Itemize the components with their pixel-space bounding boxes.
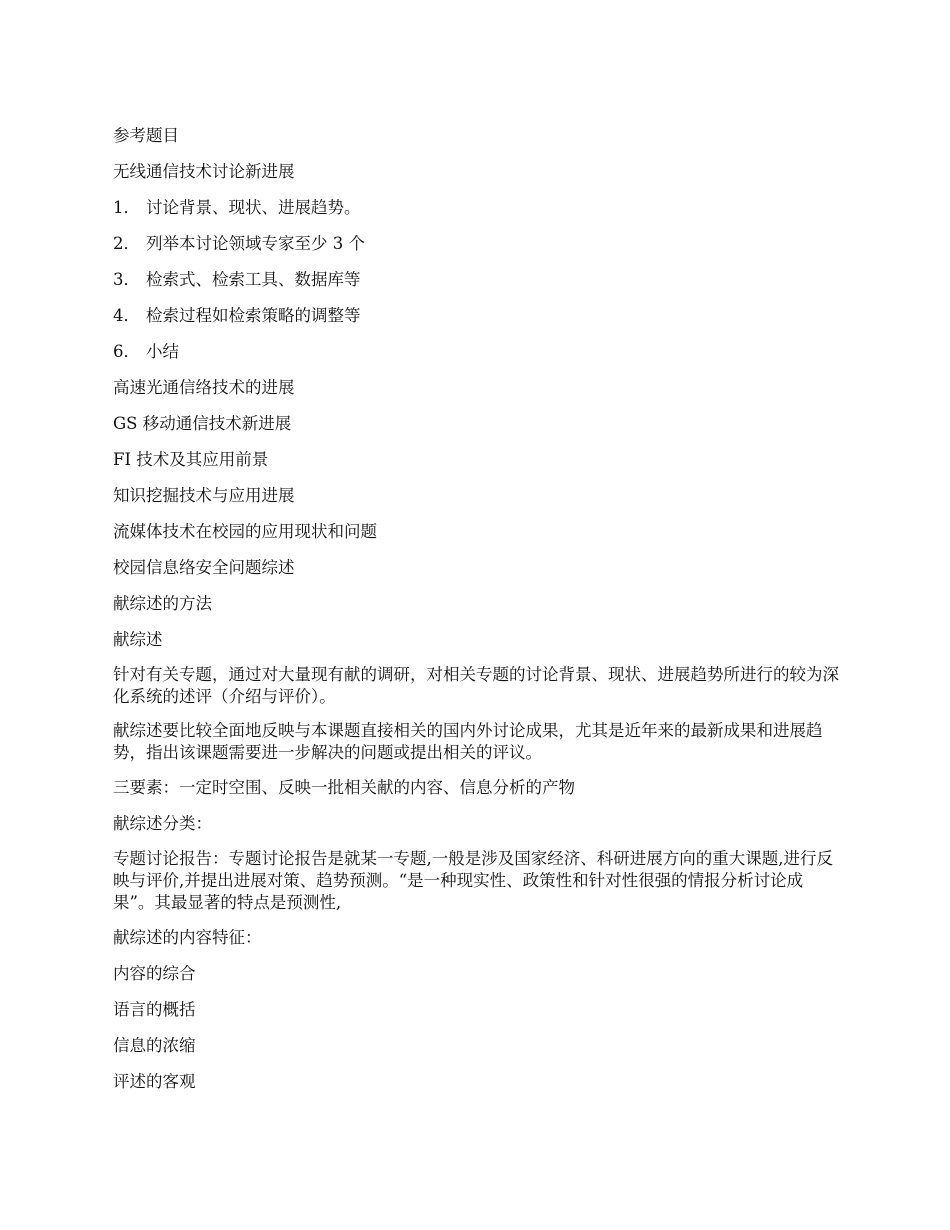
list-number: 4． xyxy=(113,306,140,325)
list-number: 1． xyxy=(113,198,140,217)
paragraph-scope: 献综述要比较全面地反映与本课题直接相关的国内外讨论成果，尤其是近年来的最新成果和进展趋势，指出该课题需要进一步解决的问题或提出相关的评议。 xyxy=(113,721,823,762)
topic-item: 知识挖掘技术与应用进展 xyxy=(113,486,295,505)
feature-item: 评述的客观 xyxy=(113,1072,196,1091)
list-item xyxy=(113,232,843,256)
classification-title: 献综述分类： xyxy=(113,814,212,833)
paragraph-definition: 针对有关专题，通过对大量现有献的调研，对相关专题的讨论背景、现状、进展趋势所进行的较为深化系统的述评（介绍与评价）。 xyxy=(113,665,839,706)
topic-item: 高速光通信络技术的进展 xyxy=(113,378,295,397)
heading: 参考题目 xyxy=(113,126,179,145)
list-text: 列举本讨论领域专家至少 3 个 xyxy=(146,234,365,253)
list-text: 讨论背景、现状、进展趋势。 xyxy=(146,198,361,217)
document-page xyxy=(113,124,843,1106)
list-number: 6． xyxy=(113,342,140,361)
topic-item: 流媒体技术在校园的应用现状和问题 xyxy=(113,522,377,541)
list-item xyxy=(113,304,843,328)
feature-item: 内容的综合 xyxy=(113,964,196,983)
topic-wireless: 无线通信技术讨论新进展 xyxy=(113,162,295,181)
method-title: 献综述的方法 xyxy=(113,594,212,613)
review-title: 献综述 xyxy=(113,630,163,649)
topic-item: 校园信息络安全问题综述 xyxy=(113,558,295,577)
features-title: 献综述的内容特征： xyxy=(113,928,262,947)
paragraph-special-report: 专题讨论报告：专题讨论报告是就某一专题,一般是涉及国家经济、科研进展方向的重大课题,进行反映与评价,并提出进展对策、趋势预测。“是一种现实性、政策性和针对性很强的情报分析讨论成果”。其最显著的特点是预测性, xyxy=(113,849,833,912)
list-item xyxy=(113,196,843,220)
topic-item: FI 技术及其应用前景 xyxy=(113,450,269,469)
topic-item: GS 移动通信技术新进展 xyxy=(113,414,292,433)
list-item xyxy=(113,268,843,292)
feature-item: 信息的浓缩 xyxy=(113,1036,196,1055)
three-elements: 三要素：一定时空围、反映一批相关献的内容、信息分析的产物 xyxy=(113,778,575,797)
list-number: 2． xyxy=(113,234,140,253)
list-item xyxy=(113,340,843,364)
list-text: 检索式、检索工具、数据库等 xyxy=(146,270,361,289)
feature-item: 语言的概括 xyxy=(113,1000,196,1019)
list-text: 小结 xyxy=(146,342,179,361)
list-number: 3． xyxy=(113,270,140,289)
list-text: 检索过程如检索策略的调整等 xyxy=(146,306,361,325)
